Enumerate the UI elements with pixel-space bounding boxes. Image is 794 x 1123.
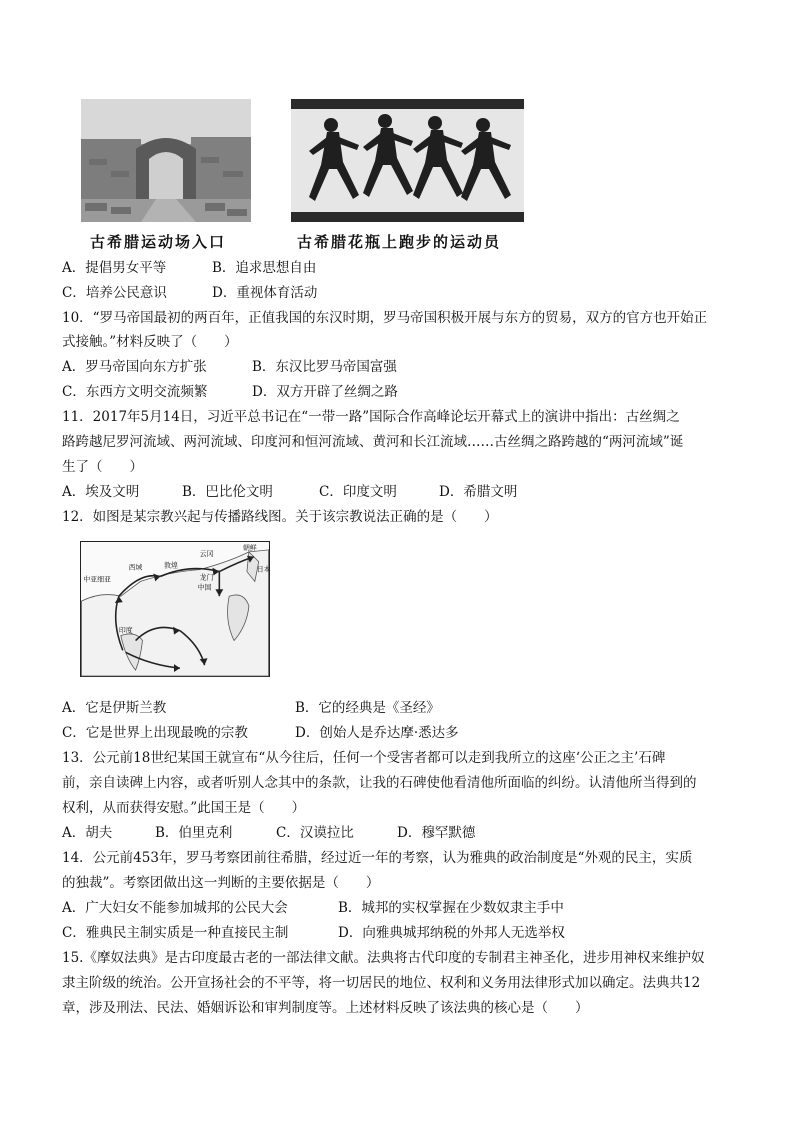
- q11-option-d[interactable]: D．希腊文明: [439, 484, 518, 500]
- q14-options-row-1: [62, 899, 564, 917]
- q9-option-d[interactable]: D．重视体育活动: [212, 285, 318, 301]
- q10-stem-line-1: 10．“罗马帝国最初的两百年，正值我国的东汉时期，罗马帝国积极开展与东方的贸易，双方的官方也开始正: [62, 310, 708, 326]
- q15-stem-line-2: 隶主阶级的统治。公开宣扬社会的不平等，将一切居民的地位、权利和义务用法律形式加以确定。法典共12: [62, 975, 701, 991]
- q13-stem-line-3: 权利，从而获得安慰。”此国王是（ ）: [62, 800, 306, 816]
- stadium-entrance-photo: [81, 99, 251, 222]
- religion-spread-map: [80, 541, 270, 677]
- q9-options-row-1: [62, 259, 316, 277]
- map-label-korea: 朝鲜: [242, 543, 257, 552]
- q10-options-row-2: [62, 383, 398, 401]
- q12-option-a[interactable]: A．它是伊斯兰教: [62, 700, 167, 716]
- q12-options-row-1: [62, 699, 440, 717]
- q14-option-b[interactable]: B．城邦的实权掌握在少数奴隶主手中: [338, 900, 564, 916]
- q10-option-d[interactable]: D．双方开辟了丝绸之路: [252, 384, 398, 400]
- q14-option-a[interactable]: A．广大妇女不能参加城邦的公民大会: [62, 900, 288, 916]
- q10-option-c[interactable]: C．东西方文明交流频繁: [62, 384, 208, 400]
- q11-stem-line-2: 路跨越尼罗河流域、两河流域、印度河和恒河流域、黄河和长江流域……古丝绸之路跨越的“两河流域”诞: [62, 434, 684, 450]
- q11-options-row: [62, 483, 517, 501]
- stadium-entrance-illustration: [81, 99, 251, 222]
- q13-stem-line-2: 前，亲自读碑上内容，或者听别人念其中的条款，让我的石碑使他看清他所面临的纠纷。认清他所当得到的: [62, 775, 697, 791]
- map-label-longmen: 龙门: [199, 573, 214, 582]
- q11-option-c[interactable]: C．印度文明: [319, 484, 397, 500]
- q11-option-a[interactable]: A．埃及文明: [62, 484, 140, 500]
- q9-options-row-2: [62, 284, 317, 302]
- vase-runners-illustration: [291, 99, 524, 222]
- q10-option-b[interactable]: B．东汉比罗马帝国富强: [252, 359, 397, 375]
- q14-stem-line-1: 14．公元前453年，罗马考察团前往希腊，经过近一年的考察，认为雅典的政治制度是“外观的民主，实质: [62, 850, 693, 866]
- q14-stem-line-2: 的独裁”。考察团做出这一判断的主要依据是（ ）: [62, 875, 380, 891]
- q13-option-b[interactable]: B．伯里克利: [155, 825, 233, 841]
- q12-option-d[interactable]: D．创始人是乔达摩·悉达多: [295, 725, 459, 741]
- q10-option-a[interactable]: A．罗马帝国向东方扩张: [62, 359, 207, 375]
- map-label-western-regions: 西域: [128, 563, 143, 572]
- q11-option-b[interactable]: B．巴比伦文明: [182, 484, 273, 500]
- q13-option-d[interactable]: D．穆罕默德: [397, 825, 476, 841]
- q11-stem-line-3: 生了（ ）: [62, 459, 143, 475]
- figure-caption-stadium: 古希腊运动场入口: [90, 233, 227, 251]
- q13-options-row: [62, 824, 475, 842]
- map-label-yungang: 云冈: [199, 549, 214, 558]
- q9-option-a[interactable]: A．提倡男女平等: [62, 260, 167, 276]
- map-label-china: 中国: [197, 583, 212, 592]
- q15-stem-line-1: 15.《摩奴法典》是古印度最古老的一部法律文献。法典将古代印度的专制君主神圣化，进步用神权来维护奴: [62, 950, 705, 966]
- q13-option-c[interactable]: C．汉谟拉比: [276, 825, 354, 841]
- vase-runners-photo: [291, 99, 524, 222]
- q12-option-c[interactable]: C．它是世界上出现最晚的宗教: [62, 725, 248, 741]
- map-label-dunhuang: 敦煌: [164, 561, 178, 570]
- q14-option-d[interactable]: D．向雅典城邦纳税的外邦人无选举权: [338, 925, 565, 941]
- figure-caption-vase: 古希腊花瓶上跑步的运动员: [297, 233, 502, 251]
- q15-stem-line-3: 章，涉及刑法、民法、婚姻诉讼和审判制度等。上述材料反映了该法典的核心是（ ）: [62, 1000, 589, 1016]
- q10-options-row-1: [62, 358, 397, 376]
- q12-options-row-2: [62, 724, 459, 742]
- q13-option-a[interactable]: A．胡夫: [62, 825, 113, 841]
- map-label-japan: 日本: [256, 565, 271, 574]
- map-label-central-asia: 中亚细亚: [83, 575, 111, 584]
- q13-stem-line-1: 13．公元前18世纪某国王就宣布“从今往后，任何一个受害者都可以走到我所立的这座‘公正之主’石碑: [62, 750, 666, 766]
- q14-option-c[interactable]: C．雅典民主制实质是一种直接民主制: [62, 925, 289, 941]
- religion-spread-map-illustration: [81, 542, 269, 676]
- q9-option-b[interactable]: B．追求思想自由: [212, 260, 317, 276]
- q11-stem-line-1: 11．2017年5月14日，习近平总书记在“一带一路”国际合作高峰论坛开幕式上的演讲中指出：古丝绸之: [62, 409, 680, 425]
- q9-option-c[interactable]: C．培养公民意识: [62, 285, 167, 301]
- q10-stem-line-2: 式接触。”材料反映了（ ）: [62, 334, 238, 350]
- q12-stem-line-1: 12．如图是某宗教兴起与传播路线图。关于该宗教说法正确的是（ ）: [62, 509, 498, 525]
- q14-options-row-2: [62, 924, 565, 942]
- q12-option-b[interactable]: B．它的经典是《圣经》: [295, 700, 440, 716]
- map-label-india: 印度: [118, 626, 133, 635]
